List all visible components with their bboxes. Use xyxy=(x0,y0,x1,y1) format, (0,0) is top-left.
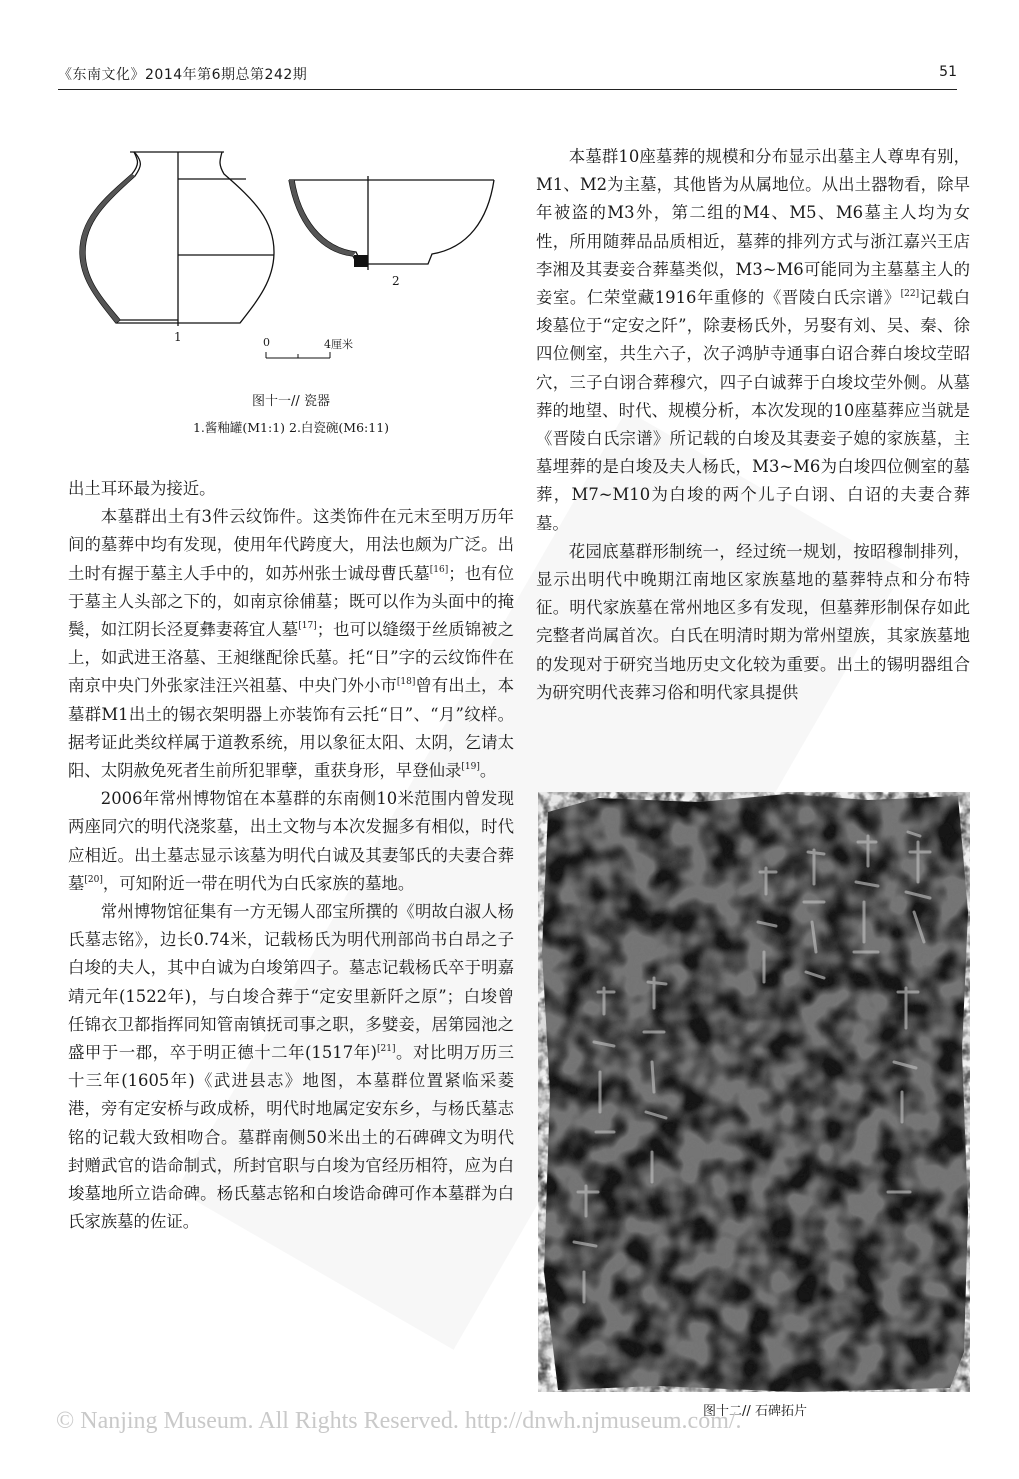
label-2: 2 xyxy=(392,274,400,288)
jar-drawing xyxy=(80,152,274,326)
paragraph: 本墓群出土有3件云纹饰件。这类饰件在元末至明万历年间的墓葬中均有发现，使用年代跨度大，用法也颇为广泛。出土时有握于墓主人手中的，如苏州张士诚母曹氏墓[16]；也有位于墓主人头部之下的，如南京徐俌墓；既可以作为头面中的掩鬓，如江阴长泾夏彝妻蒋宜人墓[17]；也可以缝缀于丝质锦被之上，如武进王洛墓、王昶继配徐氏墓。托“日”字的云纹饰件在南京中央门外张家洼汪兴祖墓、中央门外小市[18]曾有出土，本墓群M1出土的锡衣架明器上亦装饰有云托“日”、“月”纹样。据考证此类纹样属于道教系统，用以象征太阳、太阴，乞请太阳、太阴赦免死者生前所犯罪孽，重获身形，早登仙录[19]。 xyxy=(68,507,515,781)
figure-11-porcelain xyxy=(68,140,514,450)
reference: [19] xyxy=(461,762,480,773)
paragraph: 出土耳环最为接近。 xyxy=(68,479,216,498)
reference: [18] xyxy=(396,677,416,688)
reference: [21] xyxy=(377,1044,396,1055)
left-column xyxy=(68,475,514,1236)
bowl-section-fill xyxy=(289,180,356,256)
running-header xyxy=(58,60,957,90)
paragraph: 花园底墓群形制统一，经过统一规划，按昭穆制排列，显示出明代中晚期江南地区家族墓地的墓葬特点和分布特征。明代家族墓在常州地区多有发现，但墓葬形制保存如此完整者尚属首次。白氏在明清时期为常州望族，其家族墓地的发现对于研究当地历史文化较为重要。出土的锡明器组合为研究明代丧葬习俗和明代家具提供 xyxy=(536,541,970,702)
journal-title: 《东南文化》2014年第6期总第242期 xyxy=(58,67,308,83)
reference: [16] xyxy=(429,564,449,575)
porcelain-drawing xyxy=(68,140,514,380)
figure-11-caption: 图十一// 瓷器 xyxy=(252,394,330,409)
reference: [22] xyxy=(900,289,920,300)
figure-12-caption: 图十二// 石碑拓片 xyxy=(703,1404,807,1419)
scale-four-cm: 4厘米 xyxy=(324,338,353,351)
page-number: 51 xyxy=(939,64,957,80)
copyright-watermark: © Nanjing Museum. All Rights Reserved. http://dnwh.njmuseum.com/. xyxy=(56,1408,742,1434)
paragraph: 本墓群10座墓葬的规模和分布显示出墓主人尊卑有别，M1、M2为主墓，其他皆为从属地位。从出土器物看，除早年被盗的M3外，第二组的M4、M5、M6墓主人均为女性，所用随葬品品质相近，墓葬的排列方式与浙江嘉兴王店李湘及其妻妾合葬墓类似，M3~M6可能同为主墓墓主人的妾室。仁荣堂藏1916年重修的《晋陵白氏宗谱》[22]记载白埈墓位于“定安之阡”，除妻杨氏外，另娶有刘、吴、秦、徐四位侧室，共生六子，次子鸿胪寺通事白诏合葬白埈坟茔昭穴，三子白诩合葬穆穴，四子白诚葬于白埈坟茔外侧。从墓葬的地望、时代、规模分析，本次发现的10座墓葬应当就是《晋陵白氏宗谱》所记载的白埈及其妻妾子媳的家族墓，主墓埋葬的是白埈及夫人杨氏，M3~M6为白埈四位侧室的墓葬，M7~M10为白埈的两个儿子白诩、白诏的夫妻合葬墓。 xyxy=(536,147,971,533)
scale-zero: 0 xyxy=(263,336,270,349)
paragraph: 常州博物馆征集有一方无锡人邵宝所撰的《明故白淑人杨氏墓志铭》，边长0.74米，记载杨氏为明代刑部尚书白昂之子白埈的夫人，其中白诚为白埈第四子。墓志记载杨氏卒于明嘉靖元年(1522年)，与白埈合葬于“定安里新阡之原”；白埈曾任锦衣卫都指挥同知管南镇抚司事之职，多嬖妾，居第园池之盛甲于一郡，卒于明正德十二年(1517年)[21]。对比明万历三十三年(1605年)《武进县志》地图，本墓群位置紧临采菱港，旁有定安桥与政成桥，明代时地属定安东乡，与杨氏墓志铭的记载大致相吻合。墓群南侧50米出土的石碑碑文为明代封赠武官的诰命制式，所封官职与白埈为官经历相符，应为白埈墓地所立诰命碑。杨氏墓志铭和白埈诰命碑可作本墓群为白氏家族墓的佐证。 xyxy=(68,902,514,1232)
paragraph: 2006年常州博物馆在本墓群的东南侧10米范围内曾发现两座同穴的明代浇浆墓，出土文物与本次发掘多有相似，时代应相近。出土墓志显示该墓为明代白诚及其妻邹氏的夫妻合葬墓[20]，可知附近一带在明代为白氏家族的墓地。 xyxy=(68,789,514,893)
stone-stele-rubbing-image xyxy=(538,792,970,1392)
figure-11-items: 1.酱釉罐(M1:1) 2.白瓷碗(M6:11) xyxy=(192,420,390,435)
bowl-drawing xyxy=(289,176,494,270)
label-1: 1 xyxy=(174,330,182,344)
reference: [17] xyxy=(298,621,317,632)
right-column xyxy=(536,143,970,707)
reference: [20] xyxy=(84,874,103,885)
scale-bar xyxy=(266,352,330,358)
jar-section-fill xyxy=(80,174,135,323)
